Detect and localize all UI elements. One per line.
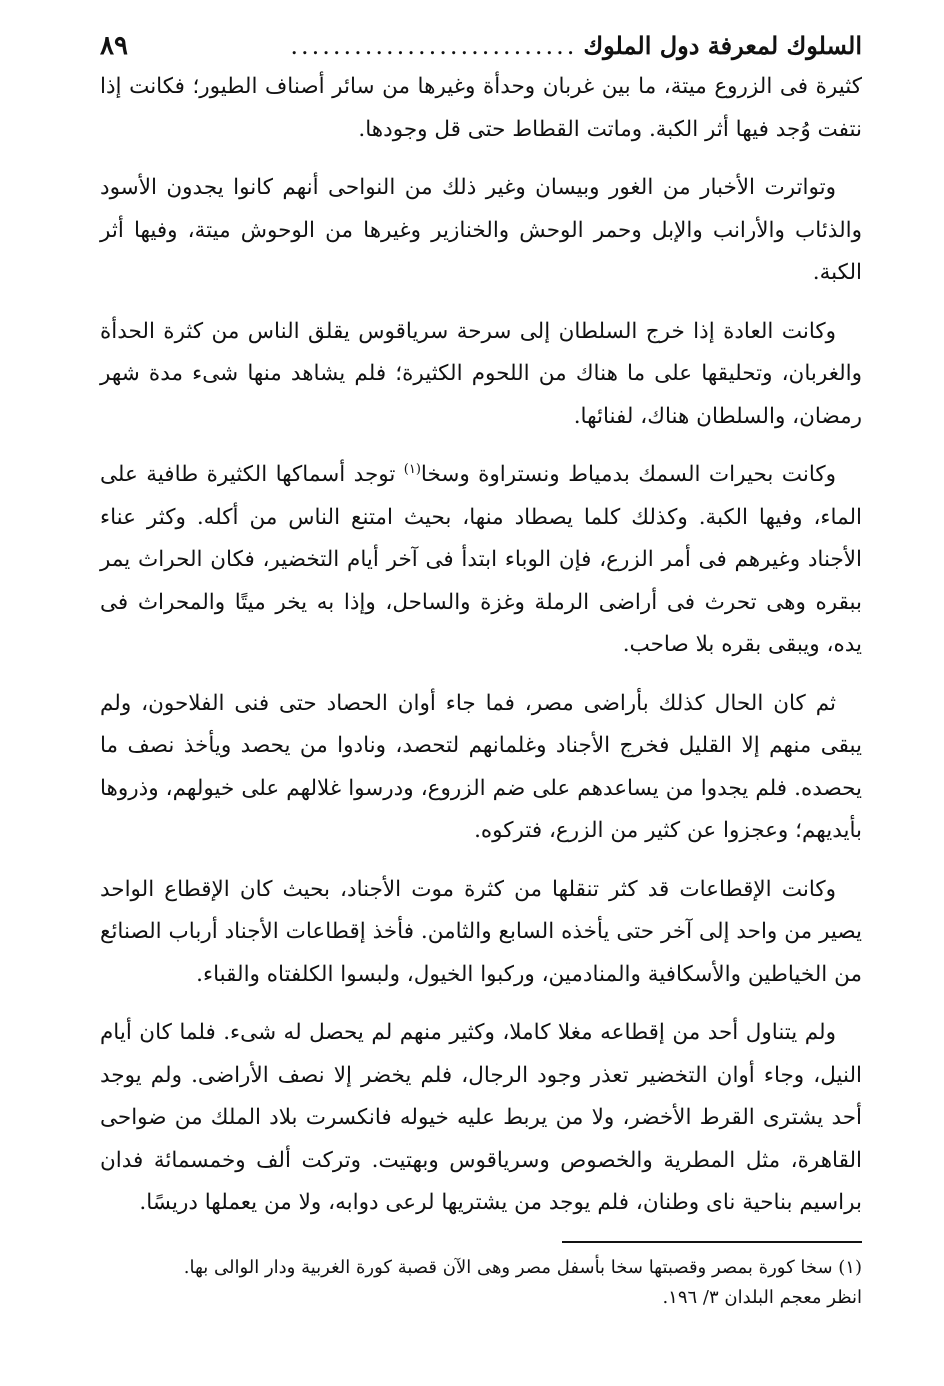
dot-leader: ........................... (290, 32, 578, 60)
paragraph-4-rest: توجد أسماكها الكثيرة طافية على الماء، وفيها الكبة. وكذلك كلما يصطاد منها، بحيث امتنع الناس من أكله. وكثر عناء الأجناد وغيرهم فى أمر الزرع، فإن الوباء ابتدأ فى آخر أيام التخضير، فكان الحراث يمر ببقره وهى تحرث فى أراضى الرملة وغزة والساحل، وإذا به يخر ميتًا والمحراث فى يده، ويبقى بقره بلا صاحب. (100, 462, 862, 657)
paragraph-4-start: وكانت بحيرات السمك بدمياط ونستراوة وسخا (420, 462, 837, 487)
paragraph-3: وكانت العادة إذا خرج السلطان إلى سرحة سرياقوس يقلق الناس من كثرة الحدأة والغربان، وتحليقها على ما هناك من اللحوم الكثيرة؛ فلم يشاهد منها شىء مدة شهر رمضان، والسلطان هناك، لفنائها. (100, 318, 862, 429)
book-page (100, 26, 862, 1313)
paragraph-5: ثم كان الحال كذلك بأراضى مصر، فما جاء أوان الحصاد حتى فنى الفلاحون، ولم يبقى منهم إلا القليل فخرج الأجناد وغلمانهم لتحصد، ونادوا من يحصد ويأخذ نصف ما يحصده. فلم يجدوا من يساعدهم على ضم الزروع، ودرسوا غلالهم على خيولهم، وذروها بأيديهم؛ وعجزوا عن كثير من الزرع، فتركوه. (100, 690, 862, 843)
running-header (100, 26, 862, 66)
paragraph-6: وكانت الإقطاعات قد كثر تنقلها من كثرة موت الأجناد، بحيث كان الإقطاع الواحد يصير من واحد إلى آخر حتى يأخذه السابع والثامن. فأخذ إقطاعات الأجناد أرباب الصنائع من الخياطين والأسكافية والمنادمين، وركبوا الخيول، ولبسوا الكلفتاه والقباء. (100, 876, 862, 987)
footnote-reference: (١) (403, 461, 421, 477)
footnote (100, 1253, 862, 1313)
body-text (100, 66, 862, 1225)
paragraph-4 (100, 454, 862, 667)
footnote-line-2: انظر معجم البلدان ٣/ ١٩٦. (662, 1286, 862, 1308)
book-title: السلوك لمعرفة دول الملوك (583, 31, 862, 60)
paragraph-2: وتواترت الأخبار من الغور وبيسان وغير ذلك من النواحى أنهم كانوا يجدون الأسود والذئاب والأرانب والإبل وحمر الوحش والخنازير وغيرها من الوحوش ميتة، وفيها أثر الكبة. (100, 175, 862, 285)
paragraph-7: ولم يتناول أحد من إقطاعه مغلا كاملا، وكثير منهم لم يحصل له شىء. فلما كان أيام النيل، وجاء أوان التخضير تعذر وجود الرجال، فلم يخضر إلا نصف الأراضى. ولم يوجد أحد يشترى القرط الأخضر، ولا من يربط عليه خيوله فانكسرت بلاد الملك من ضواحى القاهرة، مثل المطرية والخصوص وسرياقوس وبهتيت. وتركت ألف وخمسمائة فدان براسيم بناحية ناى وطنان، فلم يوجد من يشتريها لرعى دوابه، ولا من يعملها دريسًا. (100, 1020, 862, 1215)
page-number: ٨٩ (100, 31, 128, 61)
footnote-divider (562, 1241, 862, 1243)
footnote-line-1: (١) سخا كورة بمصر وقصبتها سخا بأسفل مصر وهى الآن قصبة كورة الغربية ودار الوالى بها. (183, 1256, 862, 1278)
paragraph-1: كثيرة فى الزروع ميتة، ما بين غربان وحدأة وغيرها من سائر أصناف الطيور؛ فكانت إذا نتفت وُجد فيها أثر الكبة. وماتت القطاط حتى قل وجودها. (100, 74, 862, 142)
